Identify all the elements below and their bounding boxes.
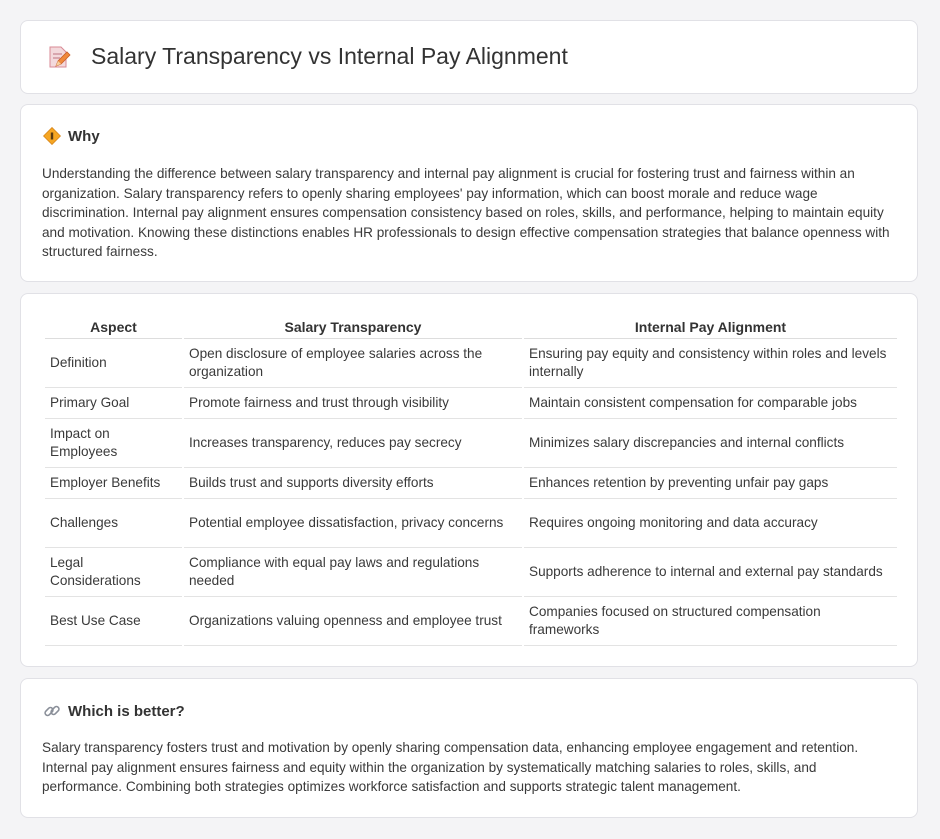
aspect-cell: Primary Goal	[45, 388, 182, 419]
salary-transparency-cell: Compliance with equal pay laws and regulations needed	[184, 548, 522, 597]
internal-pay-alignment-cell: Maintain consistent compensation for comparable jobs	[524, 388, 897, 419]
salary-transparency-cell: Promote fairness and trust through visibility	[184, 388, 522, 419]
table-row	[45, 597, 897, 646]
aspect-cell: Best Use Case	[45, 597, 182, 646]
why-text: Understanding the difference between salary transparency and internal pay alignment is crucial for fostering trust and fairness within an organization. Salary transparency refers to openly sharing employees' pay information, which can boost morale and reduce wage discrimination. Internal pay alignment ensures compensation consistency based on roles, skills, and performance, helping to maintain equity and motivation. Knowing these distinctions enables HR professionals to design effective compensation strategies that balance openness with structured fairness.	[42, 166, 890, 260]
which-is-better-title: Which is better?	[68, 702, 185, 720]
table-row	[45, 388, 897, 419]
comparison-card	[20, 293, 918, 667]
internal-pay-alignment-cell: Supports adherence to internal and external pay standards	[524, 548, 897, 597]
salary-transparency-cell: Organizations valuing openness and employee trust	[184, 597, 522, 646]
document-pencil-icon	[45, 44, 71, 70]
salary-transparency-cell: Potential employee dissatisfaction, privacy concerns	[184, 499, 522, 548]
page-title: Salary Transparency vs Internal Pay Alignment	[91, 43, 568, 69]
internal-pay-alignment-cell: Requires ongoing monitoring and data accuracy	[524, 499, 897, 548]
salary-transparency-cell: Open disclosure of employee salaries across the organization	[184, 339, 522, 388]
aspect-cell: Employer Benefits	[45, 468, 182, 499]
header-card	[20, 20, 918, 94]
aspect-cell: Challenges	[45, 499, 182, 548]
column-header-aspect: Aspect	[45, 316, 182, 339]
link-icon	[43, 702, 61, 720]
table-row	[45, 468, 897, 499]
why-title: Why	[68, 127, 100, 145]
column-header-internal-pay-alignment: Internal Pay Alignment	[524, 316, 897, 339]
table-row	[45, 419, 897, 468]
internal-pay-alignment-cell: Enhances retention by preventing unfair pay gaps	[524, 468, 897, 499]
internal-pay-alignment-cell: Ensuring pay equity and consistency within roles and levels internally	[524, 339, 897, 388]
internal-pay-alignment-cell: Companies focused on structured compensation frameworks	[524, 597, 897, 646]
which-is-better-text: Salary transparency fosters trust and motivation by openly sharing compensation data, enhancing employee engagement and retention. Internal pay alignment ensures fairness and equity within the organization by systematically matching salaries to roles, skills, and performance. Combining both strategies optimizes workforce satisfaction and supports strategic talent management.	[42, 740, 859, 795]
internal-pay-alignment-cell: Minimizes salary discrepancies and internal conflicts	[524, 419, 897, 468]
diamond-sign-icon	[43, 127, 61, 145]
aspect-cell: Legal Considerations	[45, 548, 182, 597]
table-row	[45, 499, 897, 548]
why-card	[20, 104, 918, 282]
salary-transparency-cell: Builds trust and supports diversity efforts	[184, 468, 522, 499]
column-header-salary-transparency: Salary Transparency	[184, 316, 522, 339]
table-row	[45, 339, 897, 388]
aspect-cell: Definition	[45, 339, 182, 388]
salary-transparency-cell: Increases transparency, reduces pay secrecy	[184, 419, 522, 468]
table-row	[45, 548, 897, 597]
comparison-table	[43, 316, 899, 646]
which-is-better-card	[20, 678, 918, 818]
aspect-cell: Impact on Employees	[45, 419, 182, 468]
